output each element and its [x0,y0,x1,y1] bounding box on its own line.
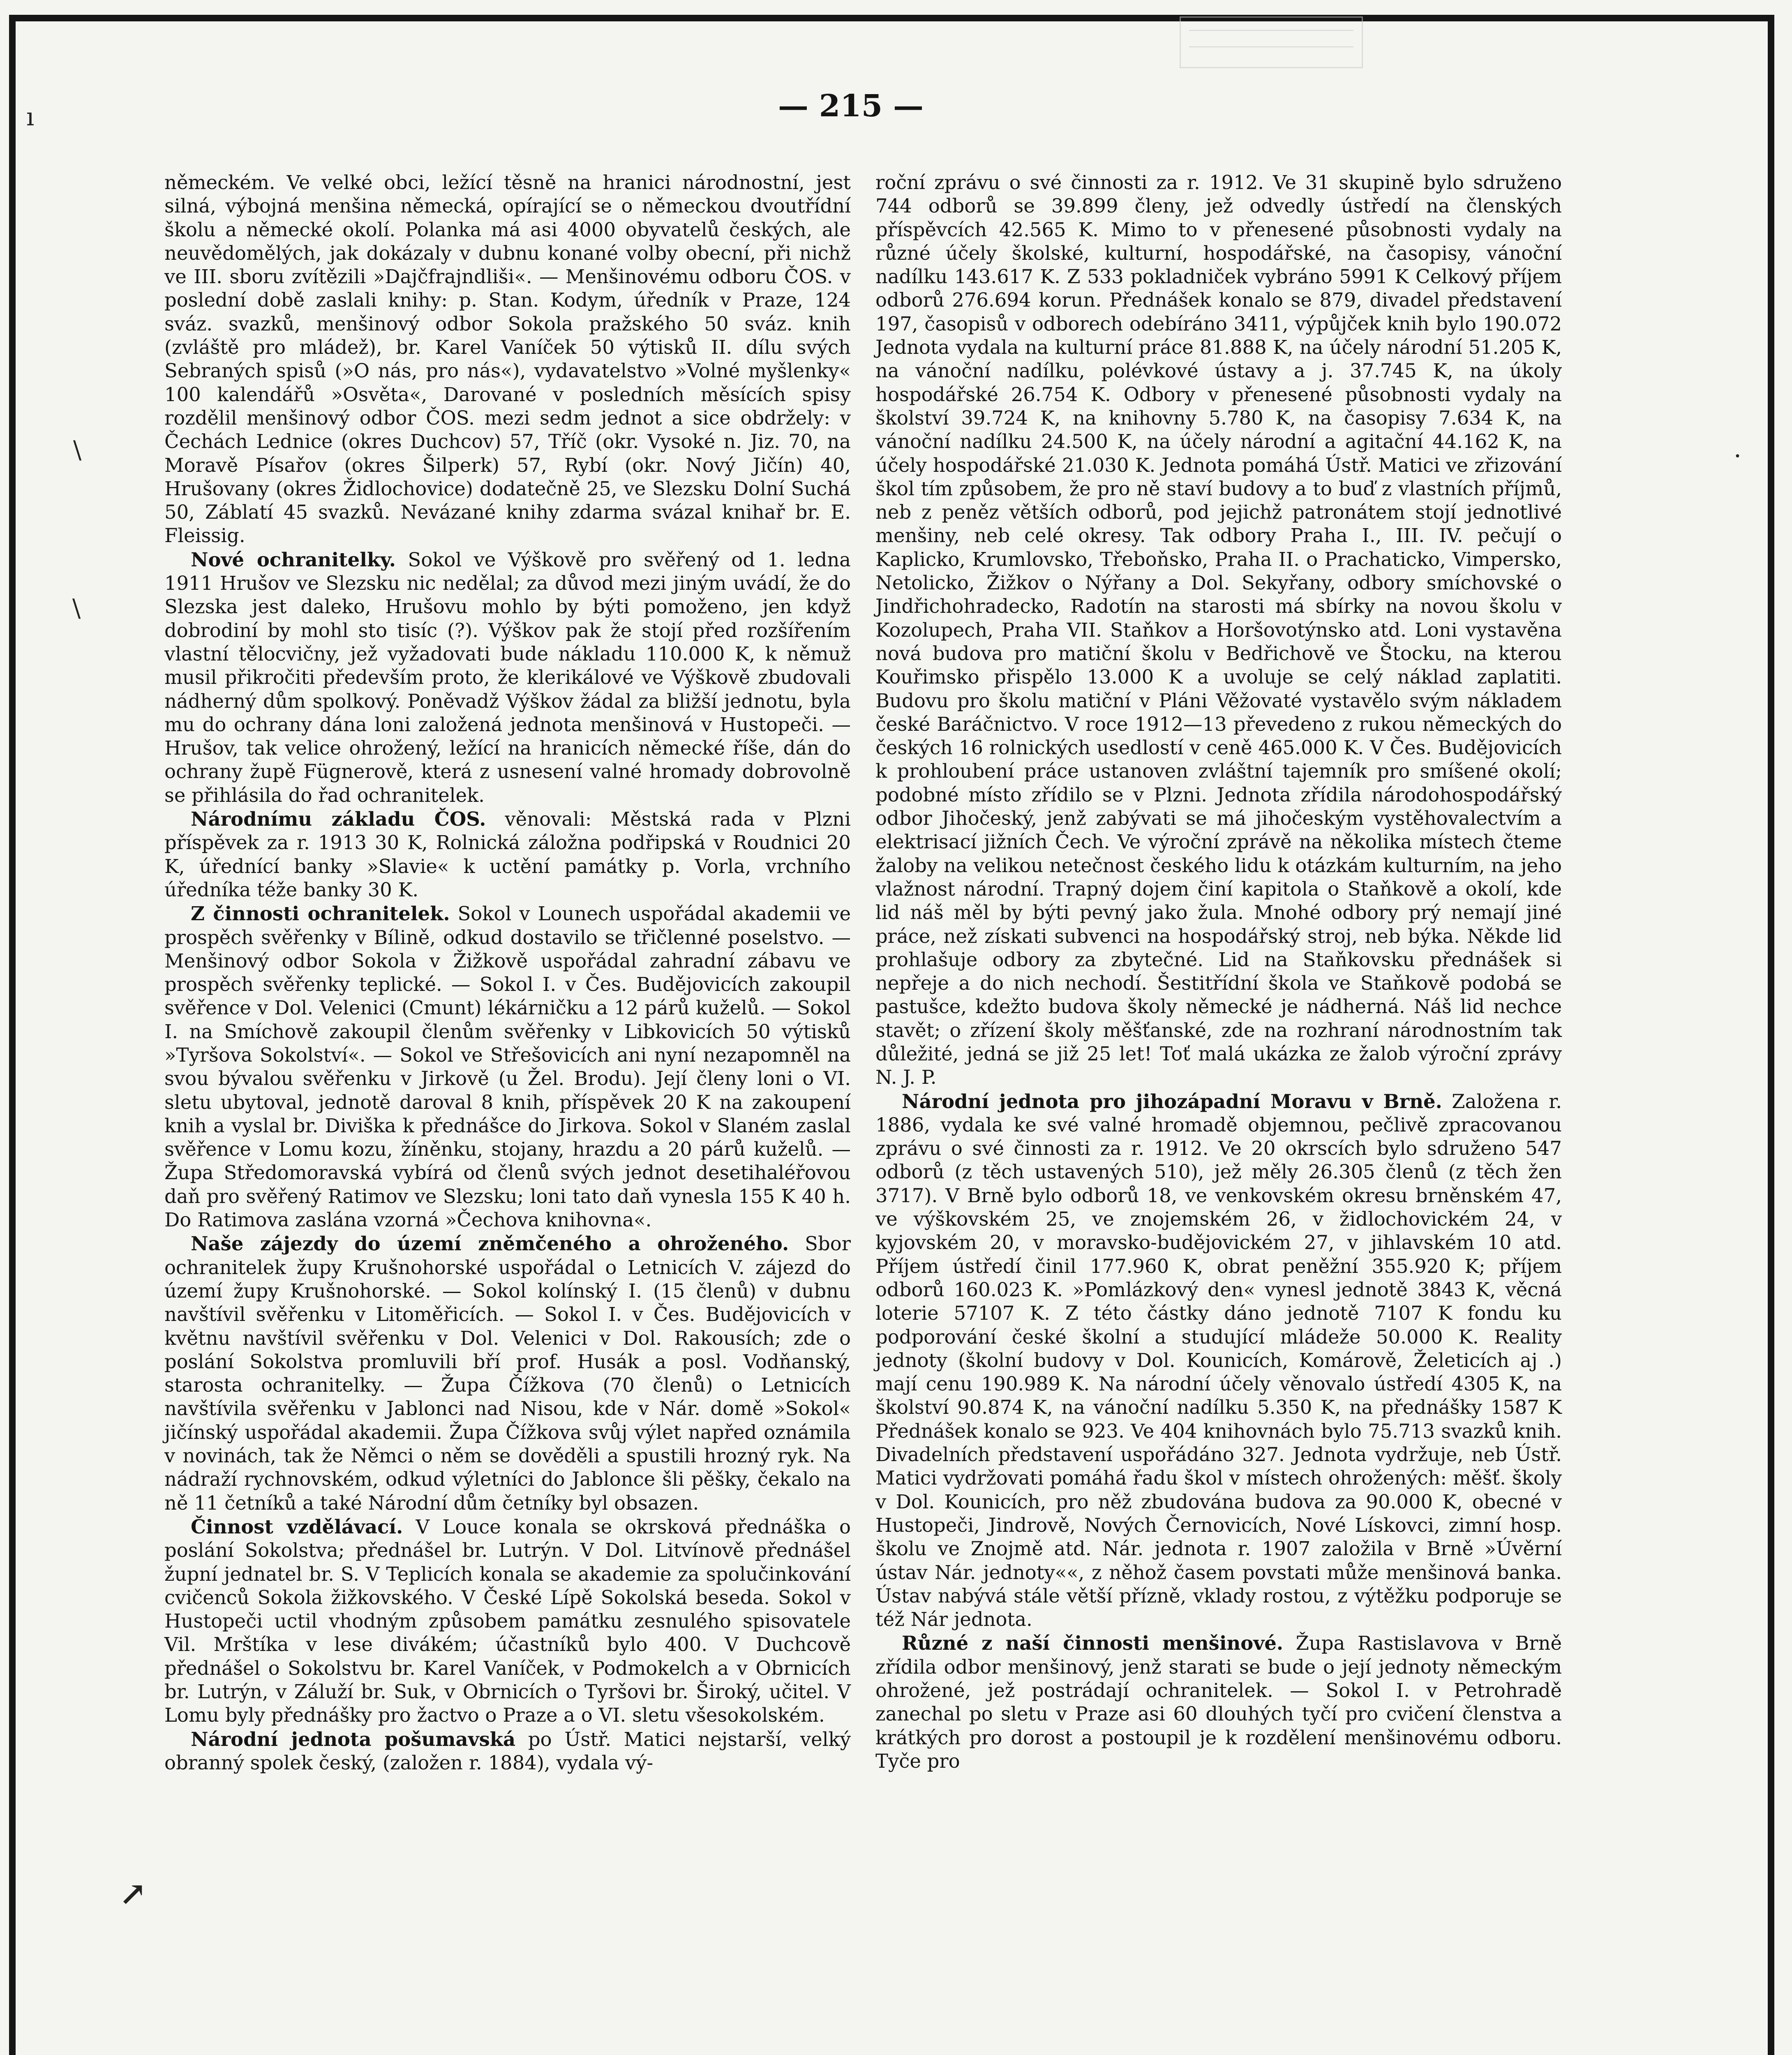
margin-mark: \ [72,594,81,623]
faint-stamp [1180,16,1363,68]
section-heading: Nové ochranitelky. [191,548,396,571]
paragraph: Z činnosti ochranitelek. Sokol v Lounech uspořádal akademii ve prospěch svěřenky v Bílině, odkud dostavilo se třičlenné poselstvo. — Menšinový odbor Sokola v Žižkově uspořádal zahradní zábavu ve prospěch svěřenky teplické. — Sokol I. v Čes. Budějovicích zakoupil svěřence v Dol. Velenici (Cmunt) lékárničku a 12 párů kuželů. — Sokol I. na Smíchově zakoupil členům svěřenky v Libkovicích 50 výtisků »Tyršova Sokolství«. — Sokol ve Střešovicích ani nyní nezapomněl na svou bývalou svěřenku v Jirkově (u Žel. Brodu). Její členy loni o VI. sletu ubytoval, jednotě daroval 8 knih, příspěvek 20 K na zakoupení knih a vyslal br. Diviška k přednášce do Jirkova. Sokol v Slaném zaslal svěřence v Lomu kozu, žíněnku, stojany, hrazdu a 20 párů kuželů. — Župa Středomoravská vybírá od členů svých jednot desetihaléřovou daň pro svěřený Ratimov ve Slezsku; loni tato daň vynesla 155 K 40 h. Do Ratimova zaslána vzorná »Čechova knihovna«. [164,902,851,1231]
section-heading: Národní jednota pro jihozápadní Moravu v Brně. [902,1090,1442,1113]
paragraph: Národnímu základu ČOS. věnovali: Městská rada v Plzni příspěvek za r. 1913 30 K, Rolnická záložna podřipská v Roudnici 20 K, úřednící banky »Slavie« k uctění památky p. Vorla, vrchního úředníka téže banky 30 K. [164,808,851,901]
paragraph: Národní jednota pošumavská po Ústř. Matici nejstarší, velký obranný spolek český, (založen r. 1884), vydala vý- [164,1727,851,1774]
section-heading: Různé z naší činnosti menšinové. [902,1632,1284,1655]
section-heading: Národnímu základu ČOS. [191,808,486,831]
margin-mark: · [1734,442,1742,471]
margin-mark: \ [73,436,82,464]
left-column [164,171,851,1775]
paragraph: roční zprávu o své činnosti za r. 1912. Ve 31 skupině bylo sdruženo 744 odborů se 39.899 členy, jež odvedly ústředí na členských příspěvcích 42.565 K. Mimo to v přenesené působnosti vydaly na různé účely školské, kulturní, hospodářské, na časopisy, vánoční nadílku 143.617 K. Z 533 pokladniček vybráno 5991 K Celkový příjem odborů 276.694 korun. Přednášek konalo se 879, divadel představení 197, časopisů v odborech odebíráno 3411, výpůjček knih bylo 190.072 Jednota vydala na kulturní práce 81.888 K, na účely národní 51.205 K, na vánoční nadílku, polévkové ústavy a j. 37.745 K, na úkoly hospodářské 26.754 K. Odbory v přenesené působnosti vydaly na školství 39.724 K, na knihovny 5.780 K, na časopisy 7.634 K, na vánoční nadílku 24.500 K, na účely národní a agitační 44.162 K, na účely hospodářské 21.030 K. Jednota pomáhá Ústř. Matici ve zřizování škol tím způsobem, že pro ně staví budovy a to buď z vlastních příjmů, neb z peněz větších odborů, pod jejichž patronátem stojí jednotlivé menšiny, neb celé okresy. Tak odbory Praha I., III. IV. pečují o Kaplicko, Krumlovsko, Třeboňsko, Praha II. o Prachaticko, Vimpersko, Netolicko, Žižkov o Nýřany a Dol. Sekyřany, odbory smíchovské o Jindřichohradecko, Radotín na starosti má sbírky na novou školu v Kozolupech, Praha VII. Staňkov a Horšovotýnsko atd. Loni vystavěna nová budova pro matiční školu v Bedřichově ve Štocku, na kterou Kouřimsko přispělo 13.000 K a uvoluje se celý náklad zaplatiti. Budovu pro školu matiční v Pláni Věžovaté vystavělo svým nákladem české Baráčnictvo. V roce 1912—13 převedeno z rukou německých do českých 16 rolnických usedlostí v ceně 465.000 K. V Čes. Budějovicích k prohloubení práce ustanoven zvláštní tajemník pro smíšené okolí; podobné místo zřídilo se v Plzni. Jednota zřídila národohospodářský odbor Jihočeský, jenž zabývati se má jihočeským vystěhovalectvím a elektrisací jižních Čech. Ve výroční zprávě na několika místech čteme žaloby na velikou netečnost českého lidu k otázkám kulturním, na jeho vlažnost národní. Trapný dojem činí kapitola o Staňkově a okolí, kde lid náš měl by býti pevný jako žula. Mnohé odbory prý nemají jiné práce, než získati subvenci na hospodářský stroj, neb býka. Někde lid prohlašuje odbory za zbytečné. Lid na Staňkovsku přednášek si nepřeje a do nich nechodí. Šestitřídní škola ve Staňkově podobá se pastušce, kdežto budova školy německé je nádherná. Náš lid nechce stavět; o zřízení školy měšťanské, zde na rozhraní národnostním tak důležité, jedná se již 25 let! Toť malá ukázka ze žalob výroční zprávy N. J. P. [875,171,1562,1089]
paragraph: německém. Ve velké obci, ležící těsně na hranici národnostní, jest silná, výbojná menšina německá, opírající se o německou dvoutřídní školu a německé okolí. Polanka má asi 4000 obyvatelů českých, ale neuvědomělých, jak dokázaly v dubnu konané volby obecní, při nichž ve III. sboru zvítězili »Dajčfrajndliši«. — Menšinovému odboru ČOS. v poslední době zaslali knihy: p. Stan. Kodym, úředník v Praze, 124 sváz. svazků, menšinový odbor Sokola pražského 50 sváz. knih (zvláště pro mládež), br. Karel Vaníček 50 výtisků II. dílu svých Sebraných spisů (»O nás, pro nás«), vydavatelstvo »Volné myšlenky« 100 kalendářů »Osvěta«, Darované v posledních měsících spisy rozdělil menšinový odbor ČOS. mezi sedm jednot a sice obdržely: v Čechách Lednice (okres Duchcov) 57, Tříč (okr. Vysoké n. Jiz. 70, na Moravě Písařov (okres Šilperk) 57, Rybí (okr. Nový Jičín) 40, Hrušovany (okres Židlochovice) dodatečně 25, ve Slezsku Dolní Suchá 50, Záblatí 45 svazků. Nevázané knihy zdarma svázal knihař br. E. Fleissig. [164,171,851,547]
paragraph: Činnost vzdělávací. V Louce konala se okrsková přednáška o poslání Sokolstva; přednášel br. Lutrýn. V Dol. Litvínově přednášel župní jednatel br. S. V Teplicích konala se akademie za spolučinkování cvičenců Sokola žižkovského. V České Lípě Sokolská beseda. Sokol v Hustopeči uctil vhodným způsobem památku zesnulého spisovatele Vil. Mrštíka v lese divákém; účastníků bylo 400. V Duchcově přednášel o Sokolstvu br. Karel Vaníček, v Podmokelch a v Obrnicích br. Lutrýn, v Záluží br. Suk, v Obrnicích o Tyršovi br. Široký, učitel. V Lomu byly přednášky pro žactvo o Praze a o VI. sletu všesokolském. [164,1515,851,1727]
section-heading: Činnost vzdělávací. [191,1515,403,1538]
paragraph: Různé z naší činnosti menšinové. Župa Rastislavova v Brně zřídila odbor menšinový, jenž starati se bude o její jednoty německým ohrožené, jež postrádají ochranitelek. — Sokol I. v Petrohradě zanechal po sletu v Praze asi 60 dlouhých tyčí pro cvičení členstva a krátkých pro dorost a postoupil je k rozdělení menšinovému odboru. Tyče pro [875,1632,1562,1772]
section-heading: Národní jednota pošumavská [191,1727,516,1750]
page-number: — 215 — [778,88,924,124]
paragraph: Národní jednota pro jihozápadní Moravu v Brně. Založena r. 1886, vydala ke své valné hromadě objemnou, pečlivě zpracovanou zprávu o své činnosti za r. 1912. Ve 20 okrscích bylo sdruženo 547 odborů (z těch ustavených 510), jež měly 26.305 členů (z těch žen 3717). V Brně bylo odborů 18, ve venkovském okresu brněnském 47, ve výškovském 25, ve znojemském 26, v židlochovickém 24, v kyjovském 20, v moravsko-budějovickém 27, v jihlavském 10 atd. Příjem ústředí činil 177.960 K, obrat peněžní 355.920 K; příjem odborů 160.023 K. »Pomlázkový den« vynesl jednotě 3843 K, věcná loterie 57107 K. Z této částky dáno jednotě 7107 K fondu ku podporování české školní a studující mládeže 50.000 K. Reality jednoty (školní budovy v Dol. Kounicích, Komárově, Želeticích aj .) mají cenu 190.989 K. Na národní účely věnovalo ústředí 4305 K, na školství 90.874 K, na vánoční nadílku 5.350 K, na přednášky 1587 K Přednášek konalo se 923. Ve 404 knihovnách bylo 75.713 svazků knih. Divadelních představení uspořádáno 327. Jednota vydržuje, neb Ústř. Matici vydržovati pomáhá řadu škol v místech ohrožených: měšť. školy v Dol. Kounicích, pro něž zbudována budova za 90.000 K, obecné v Hustopeči, Jindrově, Nových Černovicích, Nové Lískovci, zimní hosp. školu ve Znojmě atd. Nár. jednota r. 1907 založila v Brně »Úvěrní ústav Nár. jednoty««, z něhož časem povstati může menšinová banka. Ústav nabývá stále větší přízně, vklady rostou, z výtěžku podporuje se též Nár jednota. [875,1090,1562,1631]
right-column [875,171,1562,1773]
section-heading: Naše zájezdy do území zněmčeného a ohroženého. [191,1232,789,1255]
paragraph: Nové ochranitelky. Sokol ve Výškově pro svěřený od 1. ledna 1911 Hrušov ve Slezsku nic nedělal; za důvod mezi jiným uvádí, že do Slezska jest daleko, Hrušovu mohlo by býti pomoženo, jen když dobrodiní by mohl sto tisíc (?). Výškov pak že stojí před rozšířením vlastní tělocvičny, jež vyžadovati bude nákladu 110.000 K, k němuž musil přikročiti především proto, že klerikálové ve Výškově zbudovali nádherný dům spolkový. Poněvadž Výškov žádal za bližší jednotu, byla mu do ochrany dána loni založená jednota menšinová v Hustopeči. — Hrušov, tak velice ohrožený, ležící na hranicích německé říše, dán do ochrany župě Fügnerově, která z usnesení valné hromady dobrovolně se přihlásila do řad ochranitelek. [164,548,851,806]
paragraph: Naše zájezdy do území zněmčeného a ohroženého. Sbor ochranitelek župy Krušnohorské uspořádal o Letnicích V. zájezd do území župy Krušnohorské. — Sokol kolínský I. (15 členů) v dubnu navštívil svěřenku v Litoměřicích. — Sokol I. v Čes. Budějovicích v květnu navštívil svěřenku v Dol. Velenici v Dol. Rakousích; zde o poslání Sokolstva promluvili bří prof. Husák a posl. Vodňanský, starosta ochranitelky. — Župa Čížkova (70 členů) o Letnicích navštívila svěřenku v Jablonci nad Nisou, kde v Nár. domě »Sokol« jičínský uspořádal akademii. Župa Čížkova svůj výlet napřed oznámila v novinách, tak že Němci o něm se dověděli a spustili hrozný ryk. Na nádraží rychnovském, odkud výletníci do Jablonce šli pěšky, čekalo na ně 11 četníků a také Národní dům četníky byl obsazen. [164,1232,851,1514]
margin-mark: ı [26,103,35,132]
section-heading: Z činnosti ochranitelek. [191,902,450,925]
margin-mark: ↗ [119,1874,147,1913]
